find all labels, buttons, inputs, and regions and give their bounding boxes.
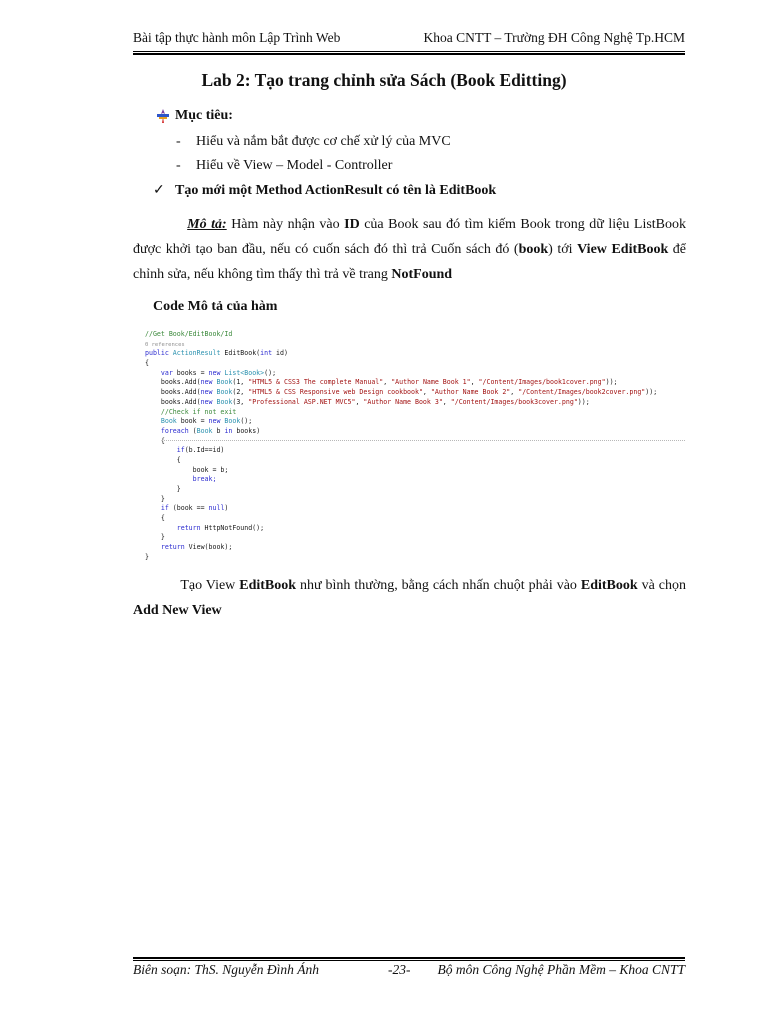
code-line: } — [145, 533, 165, 542]
list-bullet: - — [176, 158, 181, 173]
code-line: public ActionResult EditBook(int id) — [145, 349, 288, 358]
instruction-text: như bình thường, bằng cách nhấn chuột phải vào — [296, 578, 581, 593]
code-line: //Check if not exit — [145, 407, 237, 416]
description-id: ID — [344, 217, 360, 232]
code-line: books.Add(new Book(2, "HTML5 & CSS Responsive web Design cookbook", "Author Name Book 2", "/Content/Images/book2cover.png")); — [145, 388, 658, 397]
code-heading: Code Mô tả của hàm — [153, 299, 278, 314]
code-line: 0 references — [145, 341, 185, 348]
pin-bullet-icon — [155, 108, 171, 124]
code-line: books.Add(new Book(1, "HTML5 & CSS3 The complete Manual", "Author Name Book 1", "/Content/Images/book1cover.png")); — [145, 378, 618, 387]
code-block — [145, 330, 685, 560]
code-line: return View(book); — [145, 543, 233, 552]
code-line: if(b.Id==id) — [145, 446, 225, 455]
page-number: -23- — [388, 962, 411, 977]
code-line: if (book == null) — [145, 504, 229, 513]
description-paragraph — [133, 212, 686, 287]
task-heading: Tạo mới một Method ActionResult có tên là EditBook — [175, 183, 497, 198]
footer-rule — [133, 957, 685, 961]
code-line: { — [145, 455, 181, 464]
list-bullet: - — [176, 134, 181, 149]
code-line: { — [145, 514, 165, 523]
footer-department: Bộ môn Công Nghệ Phần Mềm – Khoa CNTT — [437, 962, 685, 977]
check-icon: ✓ — [153, 183, 165, 198]
objective-item: Hiểu và nắm bắt được cơ chế xử lý của MVC — [196, 134, 451, 149]
objectives-heading: Mục tiêu: — [175, 108, 233, 123]
description-label: Mô tả: — [187, 217, 227, 232]
header-course: Bài tập thực hành môn Lập Trình Web — [133, 30, 341, 45]
instruction-text: và chọn — [637, 578, 686, 593]
code-line: var books = new List<Book>(); — [145, 368, 277, 377]
code-line: } — [145, 494, 165, 503]
description-text: để chỉnh sửa, nếu không tìm thấy thì trả về trang — [133, 242, 687, 282]
description-view: View EditBook — [577, 242, 669, 257]
code-line: //Get Book/EditBook/Id — [145, 330, 233, 338]
page-title: Lab 2: Tạo trang chỉnh sửa Sách (Book Editting) — [201, 70, 567, 90]
instruction-paragraph — [133, 573, 686, 623]
instruction-text: Tạo View — [180, 578, 240, 593]
instruction-editbook: EditBook — [580, 578, 638, 593]
code-line: { — [145, 359, 149, 368]
code-line: book = b; — [145, 465, 229, 474]
code-line: Book book = new Book(); — [145, 417, 253, 426]
description-text: ) tới — [548, 242, 578, 257]
description-text: Hàm này nhận vào — [226, 217, 345, 232]
code-line: break; — [145, 475, 217, 484]
code-line: } — [145, 485, 181, 493]
objective-item: Hiểu về View – Model - Controller — [196, 158, 393, 173]
code-line: foreach (Book b in books) — [145, 426, 261, 435]
code-guide-line — [162, 440, 685, 441]
page-header — [133, 30, 685, 52]
description-notfound: NotFound — [391, 267, 453, 282]
code-line: return HttpNotFound(); — [145, 523, 265, 532]
description-text: của Book sau đó tìm kiếm Book trong dữ liệu ListBook được khởi tạo ban đầu, nếu có cuốn sách đó thì trả Cuốn sách đó ( — [133, 217, 687, 257]
header-rule — [133, 51, 685, 55]
instruction-add-view: Add New View — [133, 603, 222, 618]
instruction-editbook: EditBook — [239, 578, 297, 593]
footer-author: Biên soạn: ThS. Nguyễn Đình Ánh — [133, 962, 319, 977]
description-book: book — [518, 242, 549, 257]
code-line: { — [145, 436, 165, 445]
header-faculty: Khoa CNTT – Trường ĐH Công Nghệ Tp.HCM — [423, 30, 685, 45]
code-line: } — [145, 552, 149, 561]
code-line: books.Add(new Book(3, "Professional ASP.NET MVC5", "Author Name Book 3", "/Content/Images/book3cover.png")); — [145, 397, 590, 406]
